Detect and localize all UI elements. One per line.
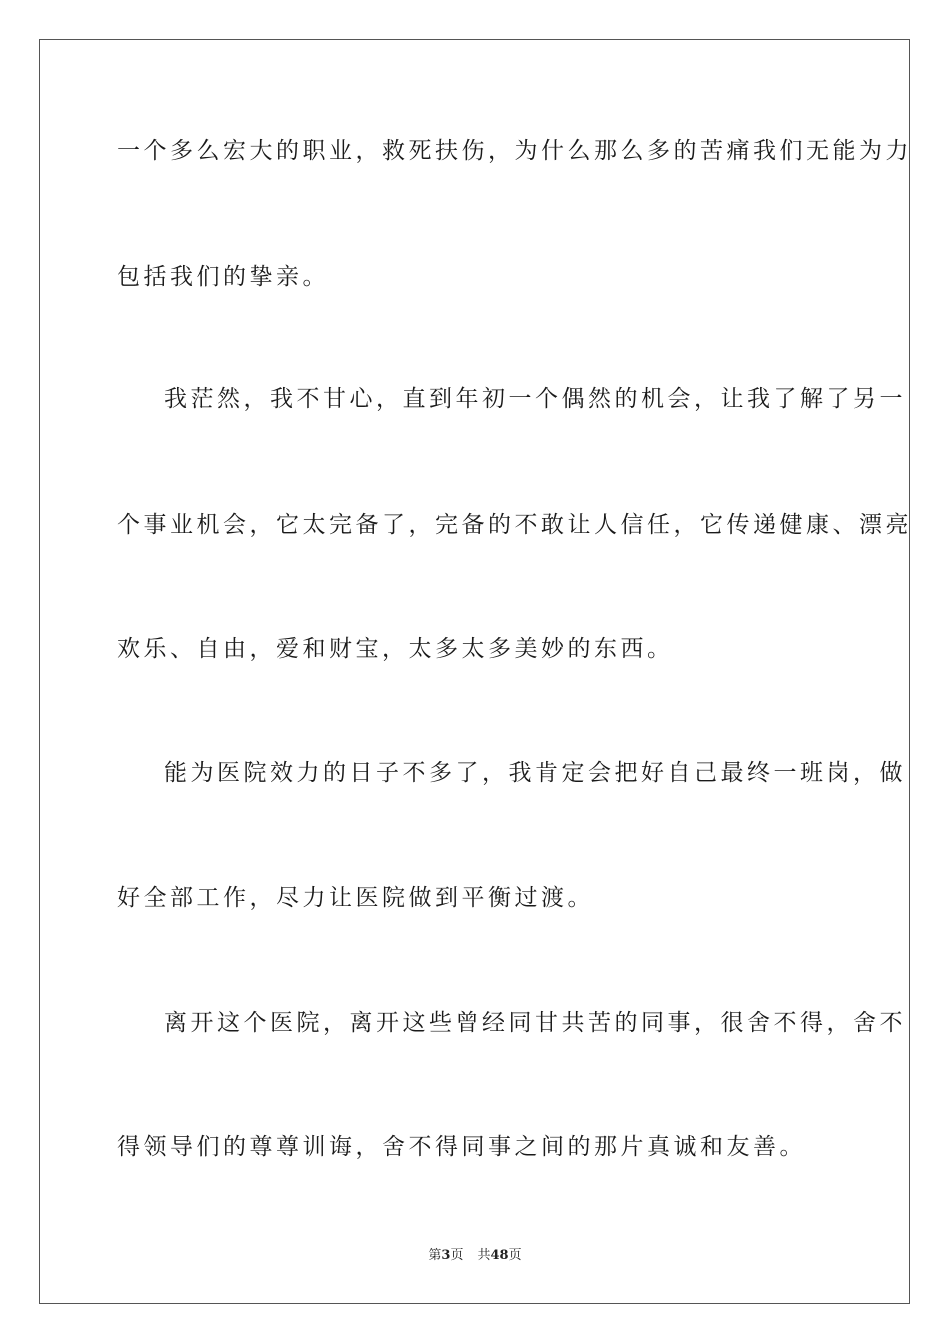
- paragraph-line: 能为医院效力的日子不多了，我肯定会把好自己最终一班岗，做: [164, 760, 906, 786]
- total-suffix: 页: [508, 1248, 522, 1263]
- paragraph-line: 一个多么宏大的职业，救死扶伤，为什么那么多的苦痛我们无能为力: [117, 138, 912, 164]
- page-prefix: 第: [428, 1248, 442, 1263]
- paragraph-line: 包括我们的挚亲。: [117, 264, 329, 290]
- page-number: 3: [441, 1248, 451, 1263]
- paragraph-line: 个事业机会，它太完备了，完备的不敢让人信任，它传递健康、漂亮: [117, 512, 912, 538]
- paragraph-line: 离开这个医院，离开这些曾经同甘共苦的同事，很舍不得，舍不: [164, 1010, 906, 1036]
- paragraph-line: 欢乐、自由，爱和财宝，太多太多美妙的东西。: [117, 636, 674, 662]
- paragraph-line: 好全部工作，尽力让医院做到平衡过渡。: [117, 885, 594, 911]
- page-suffix: 页: [450, 1248, 464, 1263]
- total-pages: 48: [490, 1248, 509, 1263]
- paragraph-line: 我茫然，我不甘心，直到年初一个偶然的机会，让我了解了另一: [164, 386, 906, 412]
- page-footer: [0, 1247, 950, 1265]
- page-border: [39, 39, 910, 1304]
- total-prefix: 共: [477, 1248, 491, 1263]
- paragraph-line: 得领导们的尊尊训诲，舍不得同事之间的那片真诚和友善。: [117, 1134, 806, 1160]
